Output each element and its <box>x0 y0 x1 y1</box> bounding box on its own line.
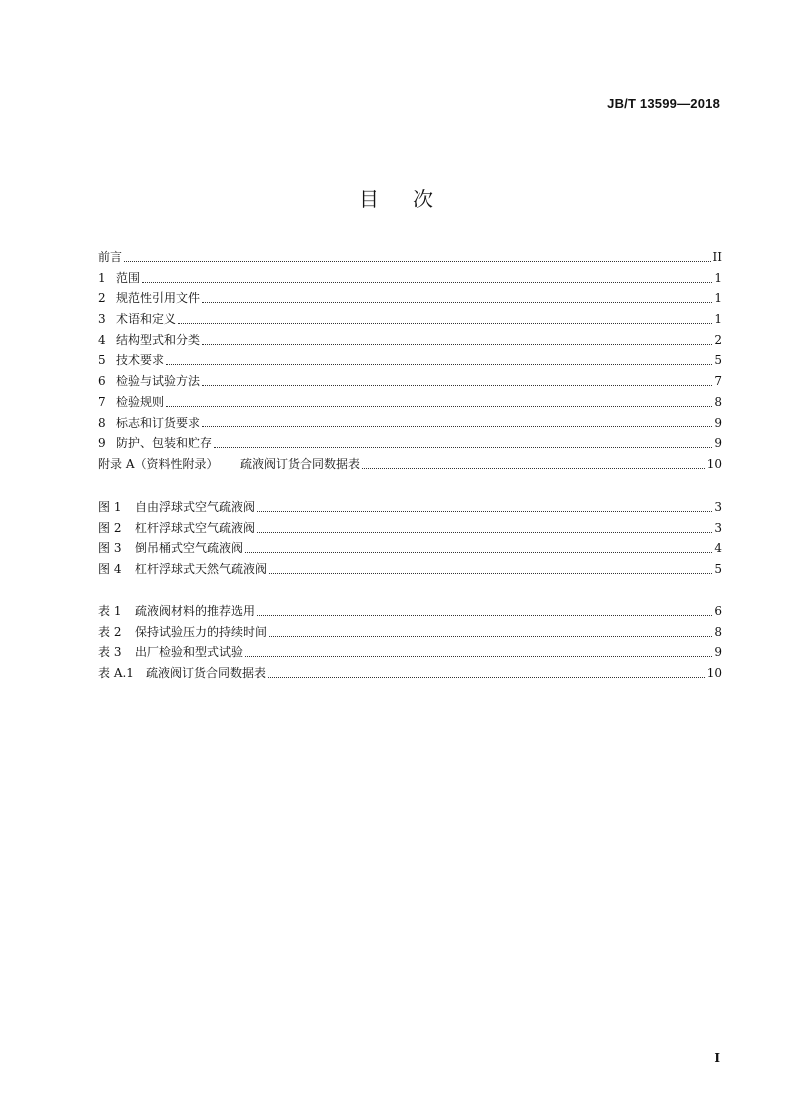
toc-entry-page: 8 <box>714 624 722 639</box>
toc-entry-page: 5 <box>714 562 722 577</box>
toc-entry-label: 范围 <box>116 270 141 285</box>
dot-leader <box>202 344 712 345</box>
toc-entry-page: 1 <box>714 291 722 306</box>
toc-entry-label: 杠杆浮球式空气疏液阀 <box>135 520 256 535</box>
toc-entry-page: 5 <box>714 353 722 368</box>
toc-entry-9[interactable] <box>98 433 722 454</box>
toc-entry-number: 表 A.1 <box>98 666 134 681</box>
dot-leader <box>202 426 712 427</box>
toc-tables-section <box>98 601 722 684</box>
toc-entry-page: 6 <box>714 604 722 618</box>
dot-leader <box>166 364 712 365</box>
toc-entry-page: 9 <box>714 415 722 430</box>
dot-leader <box>362 468 705 469</box>
toc-entry-label: 自由浮球式空气疏液阀 <box>135 500 256 514</box>
page-title <box>0 183 792 212</box>
toc-entry-page: 3 <box>714 500 722 514</box>
toc-entry-label: 检验规则 <box>116 394 165 409</box>
toc-figure-3[interactable] <box>98 538 722 559</box>
toc-entry-label: 结构型式和分类 <box>116 332 201 347</box>
toc-main-section <box>98 247 722 475</box>
toc-table-a1[interactable] <box>98 663 722 684</box>
toc-table-1[interactable] <box>98 601 722 622</box>
dot-leader <box>142 282 712 283</box>
toc-entry-label: 前言 <box>98 250 123 264</box>
toc-entry-label: 出厂检验和型式试验 <box>135 645 244 660</box>
toc-figure-4[interactable] <box>98 559 722 580</box>
toc-entry-label: 疏液阀材料的推荐选用 <box>135 604 256 618</box>
toc-entry-5[interactable] <box>98 350 722 371</box>
toc-entry-number: 3 <box>98 312 106 327</box>
toc-entry-number: 4 <box>98 332 106 347</box>
toc-figures-section <box>98 497 722 580</box>
toc-entry-6[interactable] <box>98 371 722 392</box>
toc-entry-label: 术语和定义 <box>116 312 177 327</box>
toc-entry-number: 图 1 <box>98 500 122 514</box>
toc-entry-number: 表 3 <box>98 645 122 660</box>
toc-entry-number: 9 <box>98 436 106 451</box>
toc-entry-label: 检验与试验方法 <box>116 374 201 389</box>
dot-leader <box>257 615 712 616</box>
toc-entry-number: 5 <box>98 353 106 368</box>
dot-leader <box>257 532 712 533</box>
toc-entry-8[interactable] <box>98 413 722 434</box>
toc-figure-1[interactable] <box>98 497 722 518</box>
toc-figure-2[interactable] <box>98 518 722 539</box>
toc-entry-number: 表 1 <box>98 604 122 618</box>
toc-entry-label: 疏液阀订货合同数据表 <box>240 456 361 471</box>
toc-entry-1[interactable] <box>98 268 722 289</box>
toc-entry-page: 8 <box>714 394 722 409</box>
toc-entry-number: 附录 A（资料性附录） <box>98 456 219 471</box>
standard-code: JB/T 13599—2018 <box>607 96 720 111</box>
toc-entry-page: 4 <box>714 541 722 556</box>
toc-entry-page: 10 <box>706 666 722 681</box>
toc-entry-7[interactable] <box>98 392 722 413</box>
toc-entry-label: 保持试验压力的持续时间 <box>135 624 268 639</box>
dot-leader <box>245 552 712 553</box>
dot-leader <box>269 573 712 574</box>
toc-entry-page: II <box>712 250 722 264</box>
toc-entry-label: 疏液阀订货合同数据表 <box>146 666 267 681</box>
toc-entry-number: 6 <box>98 374 106 389</box>
toc-entry-appendix-a[interactable] <box>98 454 722 475</box>
toc-entry-page: 2 <box>714 332 722 347</box>
toc-entry-number: 图 2 <box>98 520 122 535</box>
toc-entry-number: 8 <box>98 415 106 430</box>
toc-entry-label: 标志和订货要求 <box>116 415 201 430</box>
title-part-2: 次 <box>413 187 433 211</box>
toc-entry-number: 7 <box>98 394 106 409</box>
dot-leader <box>124 261 711 262</box>
toc-entry-label: 倒吊桶式空气疏液阀 <box>135 541 244 556</box>
toc-table-2[interactable] <box>98 622 722 643</box>
dot-leader <box>214 447 712 448</box>
dot-leader <box>166 406 712 407</box>
dot-leader <box>257 511 712 512</box>
toc-entry-number: 1 <box>98 270 106 285</box>
toc-entry-label: 杠杆浮球式天然气疏液阀 <box>135 562 268 577</box>
toc-entry-number: 图 3 <box>98 541 122 556</box>
toc-entry-foreword[interactable] <box>98 247 722 268</box>
toc-entry-3[interactable] <box>98 309 722 330</box>
toc-entry-label: 规范性引用文件 <box>116 291 201 306</box>
toc-entry-number: 表 2 <box>98 624 122 639</box>
toc-entry-page: 10 <box>706 456 722 471</box>
dot-leader <box>245 656 712 657</box>
page-number: I <box>714 1051 720 1065</box>
toc-entry-2[interactable] <box>98 288 722 309</box>
toc-entry-page: 3 <box>714 520 722 535</box>
toc-entry-page: 1 <box>714 270 722 285</box>
toc-entry-label: 技术要求 <box>116 353 165 368</box>
dot-leader <box>178 323 712 324</box>
toc-entry-number: 2 <box>98 291 106 306</box>
toc-entry-page: 7 <box>714 374 722 389</box>
toc-entry-4[interactable] <box>98 330 722 351</box>
toc-entry-number: 图 4 <box>98 562 122 577</box>
toc-entry-page: 1 <box>714 312 722 327</box>
dot-leader <box>268 677 705 678</box>
dot-leader <box>269 636 712 637</box>
title-part-1: 目 <box>359 187 379 211</box>
toc-table-3[interactable] <box>98 642 722 663</box>
dot-leader <box>202 302 712 303</box>
toc-entry-page: 9 <box>714 645 722 660</box>
dot-leader <box>202 385 712 386</box>
toc-entry-label: 防护、包装和贮存 <box>116 436 213 451</box>
toc-entry-page: 9 <box>714 436 722 451</box>
